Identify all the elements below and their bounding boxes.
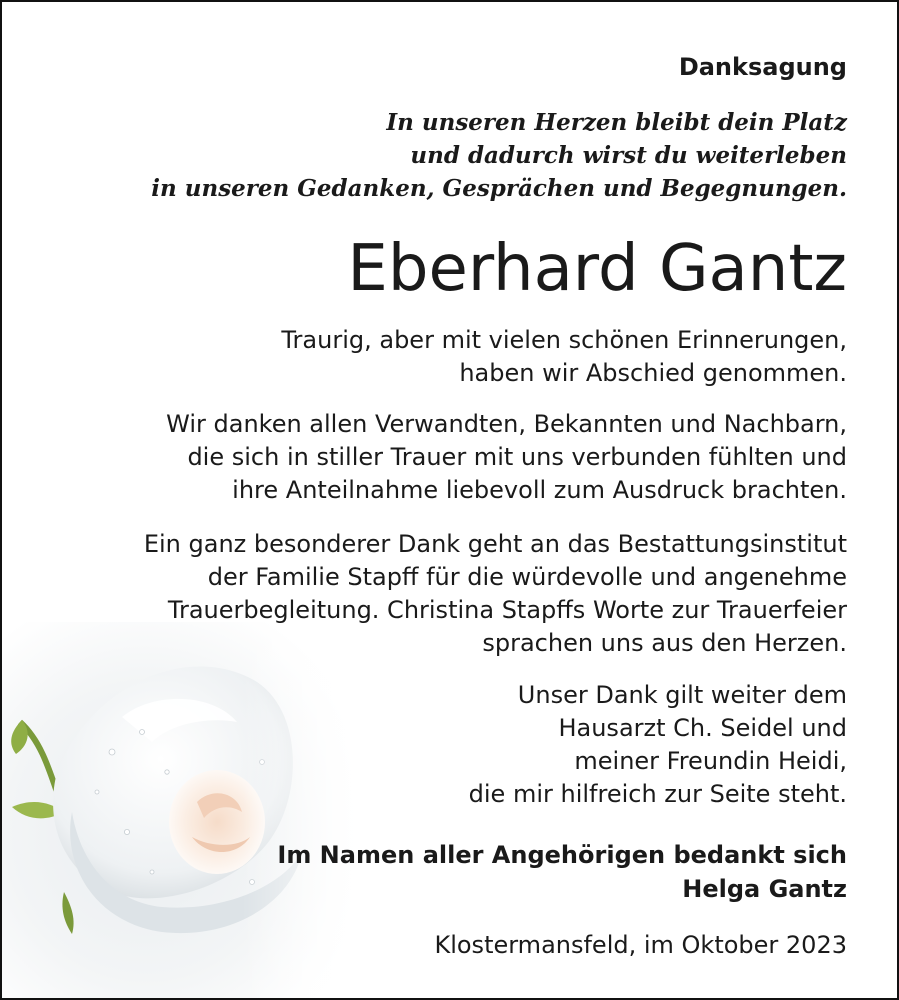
text-line: die sich in stiller Trauer mit uns verbunden fühlten und (187, 443, 847, 471)
text-line: Trauerbegleitung. Christina Stapffs Worte zur Trauerfeier (167, 596, 847, 624)
quote-line: und dadurch wirst du weiterleben (410, 142, 847, 169)
signature (277, 838, 847, 906)
deceased-name: Eberhard Gantz (347, 232, 847, 306)
text-line: meiner Freundin Heidi, (574, 747, 847, 775)
text-line: Hausarzt Ch. Seidel und (558, 714, 847, 742)
signatory-name: Helga Gantz (682, 875, 847, 903)
paragraph-thanks-relatives (166, 408, 847, 507)
heading: Danksagung (678, 53, 847, 81)
text-line: der Familie Stapff für die würdevolle und angenehme (207, 563, 847, 591)
text-line: ihre Anteilnahme liebevoll zum Ausdruck brachten. (232, 476, 847, 504)
signature-line: Im Namen aller Angehörigen bedankt sich (277, 841, 847, 869)
place-date: Klostermansfeld, im Oktober 2023 (434, 931, 847, 959)
white-rose-icon (2, 622, 362, 1000)
text-line: Unser Dank gilt weiter dem (517, 681, 847, 709)
paragraph-farewell (281, 324, 847, 390)
quote (151, 106, 847, 205)
text-line: haben wir Abschied genommen. (459, 359, 847, 387)
paragraph-thanks-doctor (469, 679, 847, 811)
text-line: Wir danken allen Verwandten, Bekannten und Nachbarn, (166, 410, 847, 438)
text-line: sprachen uns aus den Herzen. (482, 629, 847, 657)
text-line: die mir hilfreich zur Seite steht. (468, 780, 847, 808)
quote-line: in unseren Gedanken, Gesprächen und Begegnungen. (151, 175, 847, 202)
paragraph-thanks-funeral-home (144, 528, 847, 660)
text-line: Ein ganz besonderer Dank geht an das Bestattungsinstitut (143, 530, 847, 558)
quote-line: In unseren Herzen bleibt dein Platz (386, 109, 847, 136)
text-line: Traurig, aber mit vielen schönen Erinnerungen, (281, 326, 847, 354)
